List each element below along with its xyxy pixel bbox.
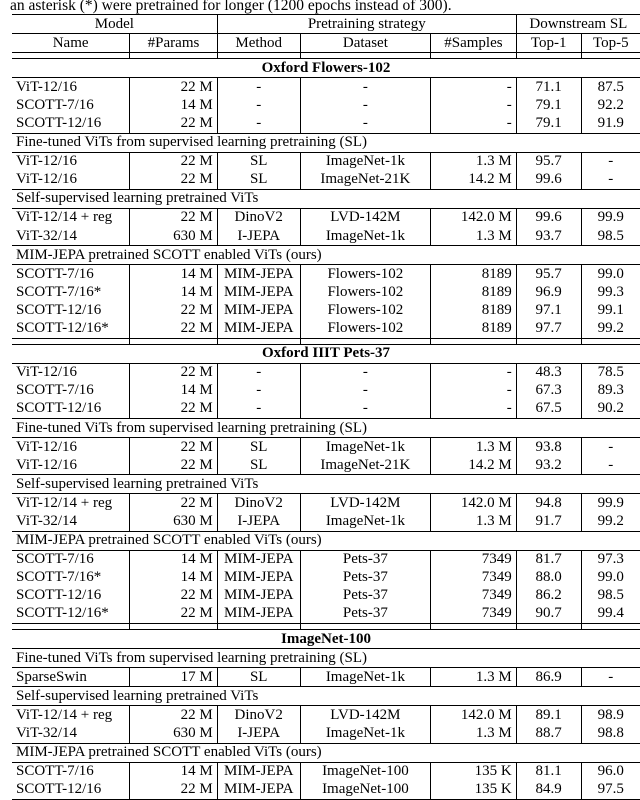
table-row bbox=[12, 363, 640, 382]
cell-top1: 71.1 bbox=[516, 78, 581, 97]
cell-dataset: Pets-37 bbox=[300, 605, 430, 624]
cell-samples: 135 K bbox=[431, 762, 517, 781]
group-label-row bbox=[12, 133, 640, 152]
cell-samples: - bbox=[431, 363, 517, 382]
cell-samples: 142.0 M bbox=[431, 706, 517, 725]
cell-params: 22 M bbox=[130, 152, 218, 171]
header-model: Model bbox=[12, 15, 217, 34]
cell-dataset: Pets-37 bbox=[300, 569, 430, 587]
cell-samples: 1.3 M bbox=[431, 438, 517, 457]
cell-samples: 142.0 M bbox=[431, 494, 517, 513]
col-method-header: Method bbox=[217, 34, 300, 53]
cell-params: 22 M bbox=[130, 438, 218, 457]
cell-top5: 87.5 bbox=[597, 78, 624, 95]
cell-top1: 79.1 bbox=[516, 114, 581, 133]
cell-params: 22 M bbox=[130, 400, 218, 419]
cell-params: 22 M bbox=[130, 301, 218, 319]
cell-method: - bbox=[217, 400, 300, 419]
cell-method: SL bbox=[217, 456, 300, 475]
cell-dataset: Flowers-102 bbox=[300, 265, 430, 284]
cell-top1: 91.7 bbox=[516, 512, 581, 531]
cell-name: SCOTT-7/16 bbox=[12, 550, 130, 569]
table-row bbox=[12, 605, 640, 624]
cell-dataset: ImageNet-100 bbox=[300, 762, 430, 781]
cell-top1: 93.2 bbox=[516, 456, 581, 475]
cell-top1: 67.3 bbox=[516, 382, 581, 400]
cell-top1: 94.8 bbox=[516, 494, 581, 513]
cell-params: 17 M bbox=[130, 668, 218, 687]
group-label-row bbox=[12, 649, 640, 668]
cell-top1: 84.9 bbox=[516, 781, 581, 800]
cell-dataset: LVD-142M bbox=[300, 706, 430, 725]
cell-samples: 7349 bbox=[431, 605, 517, 624]
section-title-row bbox=[12, 344, 640, 363]
group-label: Self-supervised learning pretrained ViTs bbox=[12, 687, 640, 706]
cell-samples: 1.3 M bbox=[431, 724, 517, 743]
cell-top1: 97.1 bbox=[516, 301, 581, 319]
cell-method: MIM-JEPA bbox=[217, 569, 300, 587]
group-label-row bbox=[12, 687, 640, 706]
cell-params: 22 M bbox=[130, 605, 218, 624]
cell-dataset: ImageNet-21K bbox=[300, 171, 430, 190]
cell-method: - bbox=[217, 78, 300, 97]
cell-params: 14 M bbox=[130, 96, 218, 114]
cell-method: I-JEPA bbox=[217, 724, 300, 743]
cell-top1: 67.5 bbox=[516, 400, 581, 419]
cell-name: ViT-12/14 + reg bbox=[12, 706, 130, 725]
table-row bbox=[12, 265, 640, 284]
cell-params: 630 M bbox=[130, 724, 218, 743]
cell-params: 22 M bbox=[130, 114, 218, 133]
cell-samples: - bbox=[431, 114, 517, 133]
cell-name: SCOTT-12/16* bbox=[12, 320, 130, 339]
cell-method: - bbox=[217, 96, 300, 114]
group-label: MIM-JEPA pretrained SCOTT enabled ViTs (ours) bbox=[12, 743, 640, 762]
cell-top1: 86.9 bbox=[516, 668, 581, 687]
section-title-row bbox=[12, 630, 640, 649]
cell-top5: 96.0 bbox=[597, 763, 624, 780]
table-row bbox=[12, 227, 640, 246]
group-label: Self-supervised learning pretrained ViTs bbox=[12, 189, 640, 208]
cell-name: ViT-32/14 bbox=[12, 512, 130, 531]
group-label-row bbox=[12, 475, 640, 494]
cell-dataset: ImageNet-1k bbox=[300, 152, 430, 171]
table-row bbox=[12, 668, 640, 687]
cell-top5: - bbox=[608, 153, 614, 170]
cell-params: 22 M bbox=[130, 208, 218, 227]
cell-dataset: Pets-37 bbox=[300, 587, 430, 605]
col-dataset-header: Dataset bbox=[300, 34, 430, 53]
cell-name: ViT-12/16 bbox=[12, 171, 130, 190]
table-row bbox=[12, 208, 640, 227]
cell-name: SCOTT-12/16 bbox=[12, 301, 130, 319]
cell-dataset: Flowers-102 bbox=[300, 301, 430, 319]
cell-name: ViT-12/14 + reg bbox=[12, 208, 130, 227]
col-samples-header: #Samples bbox=[431, 34, 517, 53]
cell-top1: 93.7 bbox=[516, 227, 581, 246]
cell-method: DinoV2 bbox=[217, 494, 300, 513]
cell-top5: 99.2 bbox=[581, 320, 640, 339]
cell-top5: 89.3 bbox=[597, 382, 624, 399]
cell-dataset: - bbox=[300, 400, 430, 419]
cell-params: 630 M bbox=[130, 227, 218, 246]
cell-params: 22 M bbox=[130, 587, 218, 605]
cell-method: SL bbox=[217, 152, 300, 171]
cell-top1: 90.7 bbox=[516, 605, 581, 624]
table-row bbox=[12, 301, 640, 319]
section-title-row bbox=[12, 59, 640, 78]
cell-top1: 89.1 bbox=[516, 706, 581, 725]
cell-name: SCOTT-7/16* bbox=[12, 569, 130, 587]
cell-method: MIM-JEPA bbox=[217, 550, 300, 569]
cell-method: MIM-JEPA bbox=[217, 301, 300, 319]
cell-top5: 98.5 bbox=[581, 227, 640, 246]
cell-method: - bbox=[217, 114, 300, 133]
header-pretraining-strategy: Pretraining strategy bbox=[217, 15, 516, 34]
table-row bbox=[12, 320, 640, 339]
cell-method: MIM-JEPA bbox=[217, 762, 300, 781]
cell-top1: 95.7 bbox=[516, 265, 581, 284]
cell-top1: 86.2 bbox=[516, 587, 581, 605]
group-label-row bbox=[12, 743, 640, 762]
cell-top5: 98.5 bbox=[597, 587, 624, 604]
cell-params: 14 M bbox=[130, 382, 218, 400]
cell-name: SCOTT-12/16 bbox=[12, 400, 130, 419]
cell-params: 14 M bbox=[130, 283, 218, 301]
cell-top1: 93.8 bbox=[516, 438, 581, 457]
cell-name: ViT-32/14 bbox=[12, 227, 130, 246]
cell-top1: 88.0 bbox=[516, 569, 581, 587]
cell-top5: 99.2 bbox=[581, 512, 640, 531]
results-table bbox=[12, 14, 640, 800]
group-label-row bbox=[12, 418, 640, 437]
cell-name: SCOTT-7/16 bbox=[12, 762, 130, 781]
cell-top5: 98.9 bbox=[597, 706, 624, 723]
cell-dataset: ImageNet-100 bbox=[300, 781, 430, 800]
cell-samples: 1.3 M bbox=[431, 668, 517, 687]
cell-top1: 95.7 bbox=[516, 152, 581, 171]
table-row bbox=[12, 438, 640, 457]
cell-method: - bbox=[217, 382, 300, 400]
cell-dataset: Flowers-102 bbox=[300, 320, 430, 339]
cell-samples: 1.3 M bbox=[431, 227, 517, 246]
cell-name: SCOTT-7/16 bbox=[12, 382, 130, 400]
cell-name: SCOTT-7/16 bbox=[12, 96, 130, 114]
cell-dataset: - bbox=[300, 363, 430, 382]
cell-top5: - bbox=[608, 438, 614, 455]
table-row bbox=[12, 550, 640, 569]
cell-top5: 99.4 bbox=[581, 605, 640, 624]
cell-top1: 96.9 bbox=[516, 283, 581, 301]
cell-dataset: ImageNet-1k bbox=[300, 438, 430, 457]
cell-params: 22 M bbox=[130, 363, 218, 382]
cell-dataset: - bbox=[300, 114, 430, 133]
cell-name: SCOTT-7/16* bbox=[12, 283, 130, 301]
cell-top5: 97.5 bbox=[581, 781, 640, 800]
cell-samples: 7349 bbox=[431, 587, 517, 605]
cell-method: SL bbox=[217, 668, 300, 687]
cell-method: SL bbox=[217, 171, 300, 190]
table-row bbox=[12, 96, 640, 114]
col-params-header: #Params bbox=[130, 34, 218, 53]
group-label: Fine-tuned ViTs from supervised learning pretraining (SL) bbox=[12, 133, 640, 152]
cell-name: ViT-12/14 + reg bbox=[12, 494, 130, 513]
cell-top1: 81.7 bbox=[516, 550, 581, 569]
cell-top5: 99.0 bbox=[597, 265, 624, 282]
cell-dataset: LVD-142M bbox=[300, 494, 430, 513]
table-row bbox=[12, 114, 640, 133]
cell-top5: - bbox=[581, 456, 640, 475]
cell-params: 14 M bbox=[130, 569, 218, 587]
table-row bbox=[12, 78, 640, 97]
cell-params: 14 M bbox=[130, 550, 218, 569]
cell-dataset: ImageNet-1k bbox=[300, 512, 430, 531]
cell-top1: 99.6 bbox=[516, 208, 581, 227]
cell-top5: 99.0 bbox=[597, 569, 624, 586]
cell-name: SCOTT-12/16 bbox=[12, 781, 130, 800]
cell-params: 22 M bbox=[130, 171, 218, 190]
cell-samples: 1.3 M bbox=[431, 152, 517, 171]
cell-samples: 1.3 M bbox=[431, 512, 517, 531]
cell-method: SL bbox=[217, 438, 300, 457]
group-label-row bbox=[12, 246, 640, 265]
cell-name: ViT-12/16 bbox=[12, 152, 130, 171]
header-group-row bbox=[12, 15, 640, 34]
cell-dataset: Flowers-102 bbox=[300, 283, 430, 301]
header-column-row bbox=[12, 34, 640, 53]
cell-samples: 8189 bbox=[431, 301, 517, 319]
cell-method: - bbox=[217, 363, 300, 382]
col-name-header: Name bbox=[12, 34, 130, 53]
cell-top5: 78.5 bbox=[597, 364, 624, 381]
cell-dataset: ImageNet-21K bbox=[300, 456, 430, 475]
cell-dataset: ImageNet-1k bbox=[300, 668, 430, 687]
cell-params: 14 M bbox=[130, 265, 218, 284]
cell-method: I-JEPA bbox=[217, 227, 300, 246]
cell-method: MIM-JEPA bbox=[217, 320, 300, 339]
cell-top1: 99.6 bbox=[516, 171, 581, 190]
cell-name: ViT-12/16 bbox=[12, 363, 130, 382]
section-title: ImageNet-100 bbox=[12, 630, 640, 649]
cell-top5: 99.9 bbox=[597, 209, 624, 226]
cell-top1: 79.1 bbox=[516, 96, 581, 114]
cell-dataset: LVD-142M bbox=[300, 208, 430, 227]
cell-top5: 99.3 bbox=[597, 283, 624, 300]
cell-top1: 97.7 bbox=[516, 320, 581, 339]
group-label: Fine-tuned ViTs from supervised learning pretraining (SL) bbox=[12, 418, 640, 437]
cell-name: SCOTT-12/16 bbox=[12, 587, 130, 605]
cell-samples: 8189 bbox=[431, 265, 517, 284]
cell-top5: - bbox=[581, 171, 640, 190]
cell-name: SCOTT-12/16 bbox=[12, 114, 130, 133]
cell-method: DinoV2 bbox=[217, 208, 300, 227]
cell-name: ViT-12/16 bbox=[12, 438, 130, 457]
table-caption: an asterisk (*) were pretrained for longer (1200 epochs instead of 300). bbox=[10, 0, 452, 14]
cell-params: 22 M bbox=[130, 78, 218, 97]
cell-top5: - bbox=[581, 668, 640, 687]
table-row bbox=[12, 706, 640, 725]
cell-top1: 81.1 bbox=[516, 762, 581, 781]
cell-method: I-JEPA bbox=[217, 512, 300, 531]
cell-params: 22 M bbox=[130, 320, 218, 339]
group-label-row bbox=[12, 189, 640, 208]
table-row bbox=[12, 587, 640, 605]
cell-name: ViT-12/16 bbox=[12, 456, 130, 475]
cell-method: MIM-JEPA bbox=[217, 283, 300, 301]
cell-name: SparseSwin bbox=[12, 668, 130, 687]
group-label: MIM-JEPA pretrained SCOTT enabled ViTs (ours) bbox=[12, 246, 640, 265]
cell-method: MIM-JEPA bbox=[217, 587, 300, 605]
cell-samples: 7349 bbox=[431, 569, 517, 587]
cell-name: ViT-12/16 bbox=[12, 78, 130, 97]
cell-samples: 14.2 M bbox=[431, 456, 517, 475]
cell-dataset: Pets-37 bbox=[300, 550, 430, 569]
col-top5-header: Top-5 bbox=[581, 34, 640, 53]
cell-top5: 91.9 bbox=[581, 114, 640, 133]
group-label: MIM-JEPA pretrained SCOTT enabled ViTs (ours) bbox=[12, 531, 640, 550]
header-downstream-sl: Downstream SL bbox=[516, 15, 640, 34]
group-label: Self-supervised learning pretrained ViTs bbox=[12, 475, 640, 494]
cell-top5: 99.9 bbox=[597, 494, 624, 511]
cell-samples: - bbox=[431, 96, 517, 114]
cell-top5: 98.8 bbox=[581, 724, 640, 743]
cell-dataset: - bbox=[300, 382, 430, 400]
cell-samples: 8189 bbox=[431, 283, 517, 301]
cell-params: 14 M bbox=[130, 762, 218, 781]
cell-samples: - bbox=[431, 78, 517, 97]
cell-params: 630 M bbox=[130, 512, 218, 531]
cell-method: MIM-JEPA bbox=[217, 605, 300, 624]
cell-samples: 135 K bbox=[431, 781, 517, 800]
cell-top1: 88.7 bbox=[516, 724, 581, 743]
cell-params: 22 M bbox=[130, 706, 218, 725]
table-row bbox=[12, 283, 640, 301]
cell-method: DinoV2 bbox=[217, 706, 300, 725]
cell-params: 22 M bbox=[130, 456, 218, 475]
cell-samples: 14.2 M bbox=[431, 171, 517, 190]
table-row bbox=[12, 494, 640, 513]
cell-top1: 48.3 bbox=[516, 363, 581, 382]
group-label-row bbox=[12, 531, 640, 550]
table-row bbox=[12, 512, 640, 531]
cell-params: 22 M bbox=[130, 494, 218, 513]
cell-name: ViT-32/14 bbox=[12, 724, 130, 743]
cell-samples: - bbox=[431, 382, 517, 400]
cell-samples: 8189 bbox=[431, 320, 517, 339]
table-row bbox=[12, 152, 640, 171]
cell-samples: 7349 bbox=[431, 550, 517, 569]
section-title: Oxford Flowers-102 bbox=[12, 59, 640, 78]
table-row bbox=[12, 569, 640, 587]
cell-name: SCOTT-12/16* bbox=[12, 605, 130, 624]
cell-samples: 142.0 M bbox=[431, 208, 517, 227]
cell-top5: 97.3 bbox=[597, 551, 624, 568]
cell-dataset: - bbox=[300, 96, 430, 114]
section-title: Oxford IIIT Pets-37 bbox=[12, 344, 640, 363]
cell-method: MIM-JEPA bbox=[217, 781, 300, 800]
col-top1-header: Top-1 bbox=[516, 34, 581, 53]
table-row bbox=[12, 456, 640, 475]
table-row bbox=[12, 171, 640, 190]
cell-dataset: - bbox=[300, 78, 430, 97]
table-row bbox=[12, 400, 640, 419]
cell-params: 22 M bbox=[130, 781, 218, 800]
cell-name: SCOTT-7/16 bbox=[12, 265, 130, 284]
cell-top5: 99.1 bbox=[597, 301, 624, 318]
table-row bbox=[12, 781, 640, 800]
cell-dataset: ImageNet-1k bbox=[300, 227, 430, 246]
cell-top5: 92.2 bbox=[597, 96, 624, 113]
group-label: Fine-tuned ViTs from supervised learning pretraining (SL) bbox=[12, 649, 640, 668]
table-row bbox=[12, 762, 640, 781]
cell-dataset: ImageNet-1k bbox=[300, 724, 430, 743]
table-row bbox=[12, 724, 640, 743]
cell-samples: - bbox=[431, 400, 517, 419]
cell-top5: 90.2 bbox=[581, 400, 640, 419]
table-row bbox=[12, 382, 640, 400]
cell-method: MIM-JEPA bbox=[217, 265, 300, 284]
